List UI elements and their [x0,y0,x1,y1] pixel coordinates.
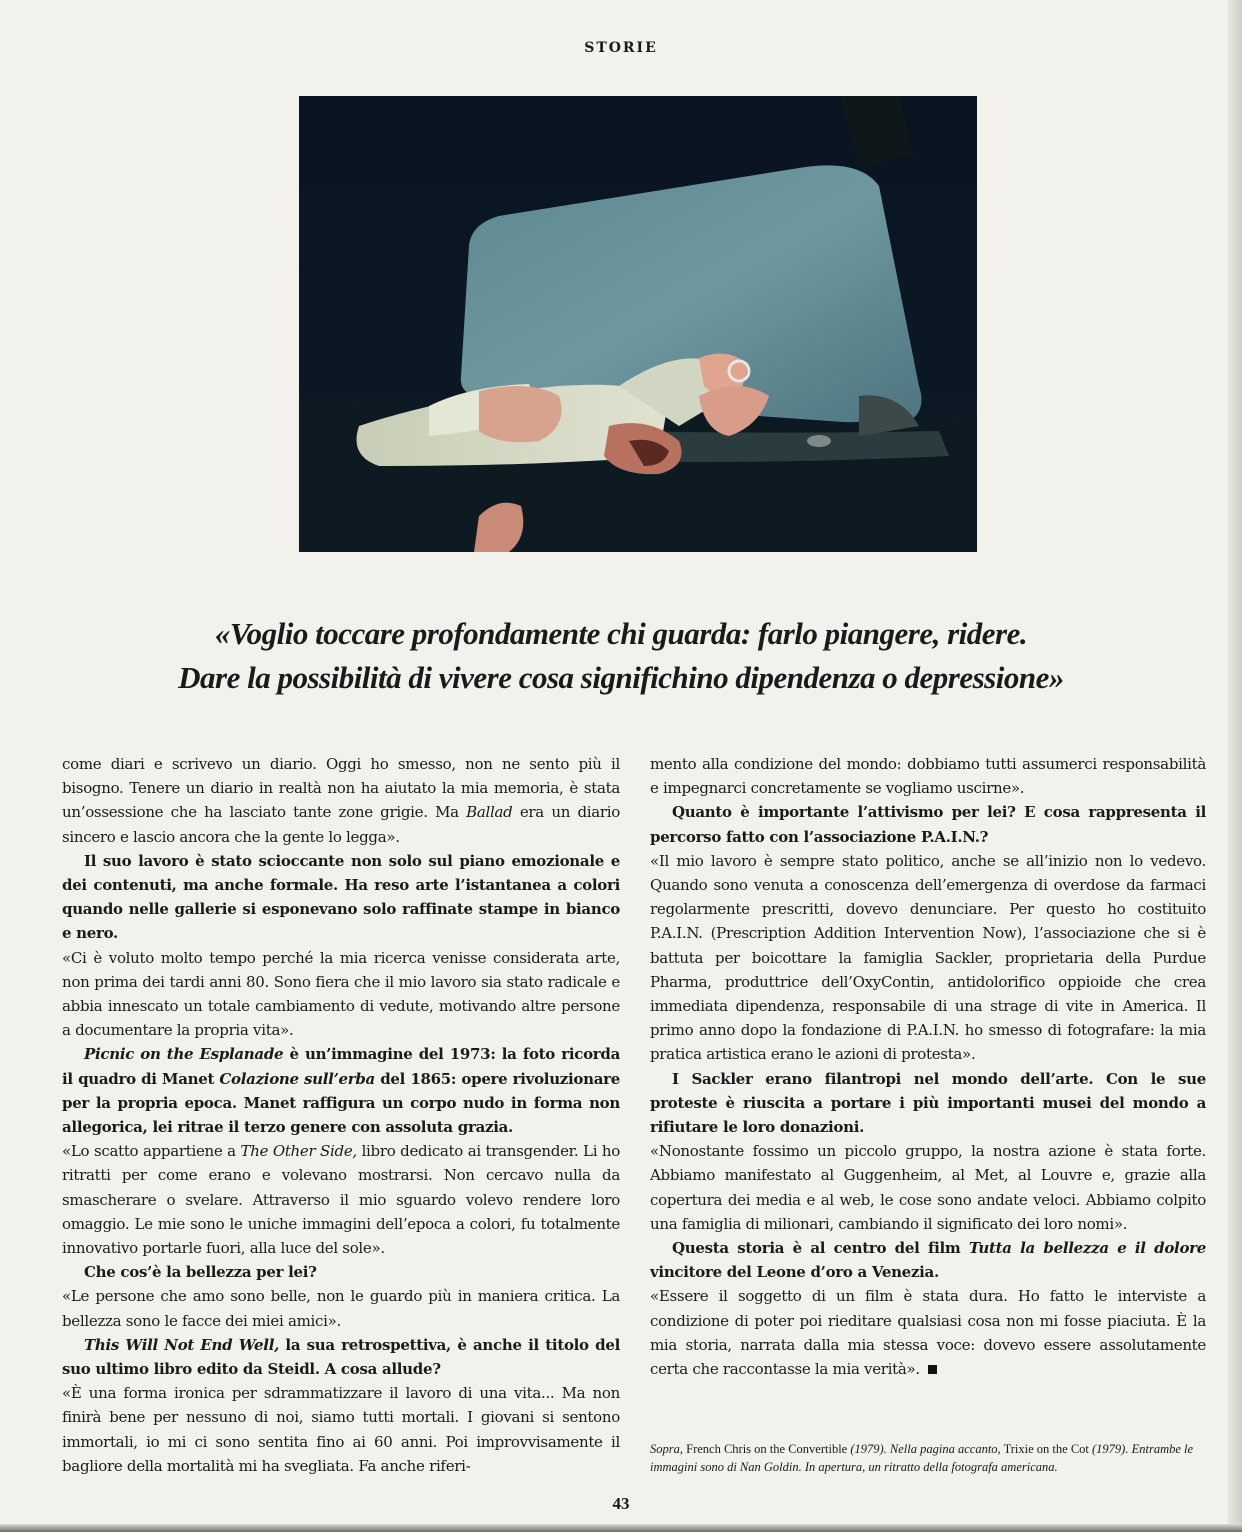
photo-caption: Sopra, French Chris on the Convertible (1979). Nella pagina accanto, Trixie on the Cot (1979). Entrambe le immagini sono di Nan Goldin. In apertura, un ritratto della fotografa americana. [650,1442,1194,1474]
answer-paragraph: come diari e scrivevo un diario. Oggi ho smesso, non ne sento più il bisogno. Tenere un diario in realtà non ha aiutato la mia memoria, è stata un’ossessione che ha lasciato tante zone grigie. Ma Ballad era un diario sincero e lascio ancora che la gente lo legga». [62,755,620,846]
article-column-left [62,752,620,1478]
page-number: 43 [612,1494,630,1513]
answer-paragraph: «Ci è voluto molto tempo perché la mia ricerca venisse considerata arte, non prima dei tardi anni 80. Sono fiera che il mio lavoro sia stato radicale e abbia innescato un totale cambiamento di vedute, motivando altre persone a documentare la propria vita». [62,948,620,1040]
answer-paragraph: «È una forma ironica per sdrammatizzare il lavoro di una vita... Ma non finirà bene per nessuno di noi, siamo tutti mortali. I giovani si sentono immortali, io mi ci sono sentita fino ai 60 anni. Poi improvvisamente il bagliore della mortalità mi ha svegliata. Fa anche riferi- [62,1384,620,1475]
answer-paragraph: «Nonostante fossimo un piccolo gruppo, la nostra azione è stata forte. Abbiamo manifestato al Guggenheim, al Met, al Louvre e, grazie alla copertura dei media e al web, le cose sono andate veloci. Abbiamo colpito una famiglia di milionari, cambiando il significato dei loro nomi». [650,1142,1206,1233]
answer-paragraph: «Il mio lavoro è sempre stato politico, anche se all’inizio non lo vedevo. Quando sono venuta a conoscenza dell’emergenza di overdose da farmaci regolarmente prescritti, dovevo denunciare. Per questo ho costituito P.A.I.N. (Prescription Addition Intervention Now), l’associazione che si è battuta per boicottare la famiglia Sackler, proprietaria della Purdue Pharma, produttrice dell’OxyContin, antidolorifico oppioide che crea immediata dipendenza, responsabile di una strage di vite in America. Il primo anno dopo la fondazione di P.A.I.N. ho smesso di fotografare: la mia pratica artistica erano le azioni di protesta». [650,851,1206,1064]
question-paragraph: Quanto è importante l’attivismo per lei? E cosa rappresenta il percorso fatto con l’associazione P.A.I.N.? [650,803,1206,846]
pull-quote-line-2: Dare la possibilità di vivere cosa significhino dipendenza o depressione» [178,660,1064,695]
end-of-article-mark [928,1365,937,1374]
page-bottom-edge [0,1524,1242,1532]
question-paragraph: Picnic on the Esplanade è un’immagine del 1973: la foto ricorda il quadro di Manet Colazione sull’erba del 1865: opere rivoluzionare per la propria epoca. Manet raffigura un corpo nudo in forma non allegorica, lei ritrae il terzo genere con assoluta grazia. [62,1045,621,1137]
answer-paragraph: «Le persone che amo sono belle, non le guardo più in maniera critica. La bellezza sono le facce dei miei amici». [62,1287,620,1330]
question-paragraph: Che cos’è la bellezza per lei? [84,1263,317,1282]
answer-paragraph: «Essere il soggetto di un film è stata dura. Ho fatto le interviste a condizione di poter poi rieditare qualsiasi cosa non mi fosse piaciuta. È la mia storia, narrata dalla mia stessa voce: dovevo essere assolutamente certa che raccontasse la mia verità». [650,1287,1206,1379]
question-paragraph: Questa storia è al centro del film Tutta la bellezza e il dolore vincitore del Leone d’oro a Venezia. [650,1239,1206,1282]
section-label: STORIE [584,40,658,56]
answer-paragraph: mento alla condizione del mondo: dobbiamo tutti assumerci responsabilità e impegnarci concretamente se vogliamo uscirne». [650,755,1206,798]
answer-paragraph: «Lo scatto appartiene a The Other Side, libro dedicato ai transgender. Li ho ritratti per come erano e volevano mostrarsi. Non cercavo nulla da smascherare o svelare. Attraverso il mio sguardo volevo rendere loro omaggio. Le mie sono le uniche immagini dell’epoca a colori, fu totalmente innovativo portarle fuori, alla luce del sole». [62,1142,620,1258]
question-paragraph: Il suo lavoro è stato scioccante non solo sul piano emozionale e dei contenuti, ma anche formale. Ha reso arte l’istantanea a colori quando nelle gallerie si esponevano solo raffinate stampe in bianco e nero. [62,851,620,943]
question-paragraph: This Will Not End Well, la sua retrospettiva, è anche il titolo del suo ultimo libro edito da Steidl. A cosa allude? [62,1335,620,1379]
article-column-right [650,752,1206,1381]
question-paragraph: I Sackler erano filantropi nel mondo dell’arte. Con le sue proteste è riuscita a portare i più importanti musei del mondo a rifiutare le loro donazioni. [650,1069,1206,1137]
page-edge [1228,0,1242,1532]
pull-quote-line-1: «Voglio toccare profondamente chi guarda: farlo piangere, ridere. [214,616,1028,651]
pull-quote [40,612,1202,700]
feature-photo [299,96,977,552]
